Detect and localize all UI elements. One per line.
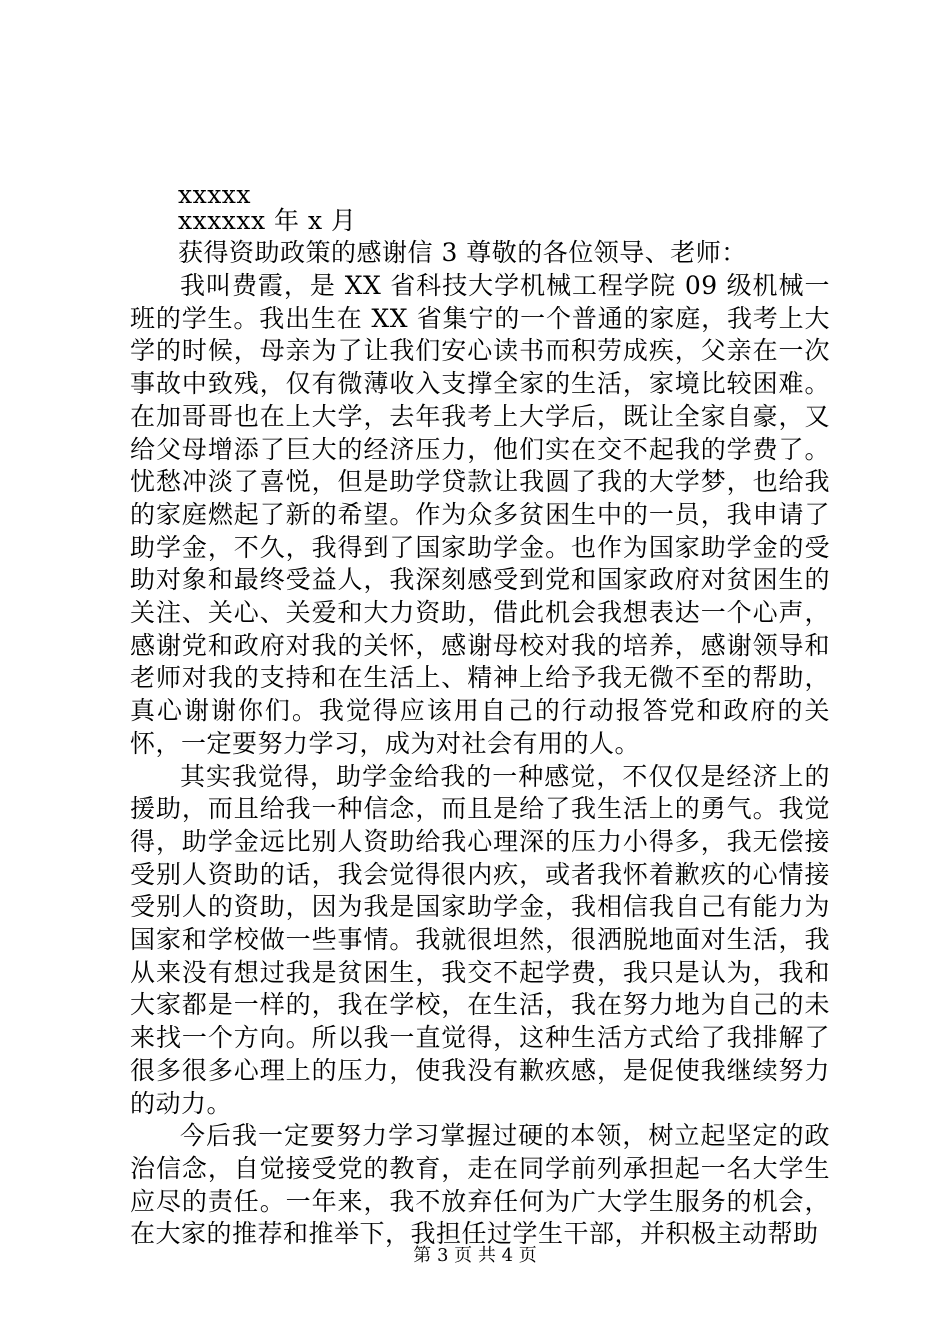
- paragraph-2: 其实我觉得，助学金给我的一种感觉，不仅仅是经济上的援助，而且给我一种信念，而且是给了我生活上的勇气。我觉得，助学金远比别人资助给我心理深的压力小得多，我无偿接受别人资助的话，我会觉得很内疚，或者我怀着歉疚的心情接受别人的资助，因为我是国家助学金，我相信我自己有能力为国家和学校做一些事情。我就很坦然，很洒脱地面对生活，我从来没有想过我是贫困生，我交不起学费，我只是认为，我和大家都是一样的，我在学校，在生活，我在努力地为自己的未来找一个方向。所以我一直觉得，这种生活方式给了我排解了很多很多心理上的压力，使我没有歉疚感，是促使我继续努力的动力。: [130, 761, 830, 1118]
- paragraph-3: 今后我一定要努力学习掌握过硬的本领，树立起坚定的政治信念，自觉接受党的教育，走在同学前列承担起一名大学生应尽的责任。一年来，我不放弃任何为广大学生服务的机会，在大家的推荐和推举下，我担任过学生干部，并积极主动帮助: [130, 1121, 830, 1249]
- paragraph-1: 我叫费霞，是 XX 省科技大学机械工程学院 09 级机械一班的学生。我出生在 XX 省集宁的一个普通的家庭，我考上大学的时候，母亲为了让我们安心读书而积劳成疾，父亲在一次事故中致残，仅有微薄收入支撑全家的生活，家境比较困难。在加哥哥也在上大学，去年我考上大学后，既让全家自豪，又给父母增添了巨大的经济压力，他们实在交不起我的学费了。忧愁冲淡了喜悦，但是助学贷款让我圆了我的大学梦，也给我的家庭燃起了新的希望。作为众多贫困生中的一员，我申请了助学金，不久，我得到了国家助学金。也作为国家助学金的受助对象和最终受益人，我深刻感受到党和国家政府对贫困生的关注、关心、关爱和大力资助，借此机会我想表达一个心声，感谢党和政府对我的关怀，感谢母校对我的培养，感谢领导和老师对我的支持和在生活上、精神上给予我无微不至的帮助，真心谢谢你们。我觉得应该用自己的行动报答党和政府的关怀，一定要努力学习，成为对社会有用的人。: [130, 271, 830, 758]
- header-line-2: xxxxxx 年 x 月: [178, 206, 357, 235]
- letter-body: [130, 270, 830, 1251]
- header-line-1: xxxxx: [178, 180, 251, 209]
- page-footer: 第 3 页 共 4 页: [413, 1245, 537, 1266]
- letter-title-salutation: 获得资助政策的感谢信 3 尊敬的各位领导、老师：: [178, 238, 747, 267]
